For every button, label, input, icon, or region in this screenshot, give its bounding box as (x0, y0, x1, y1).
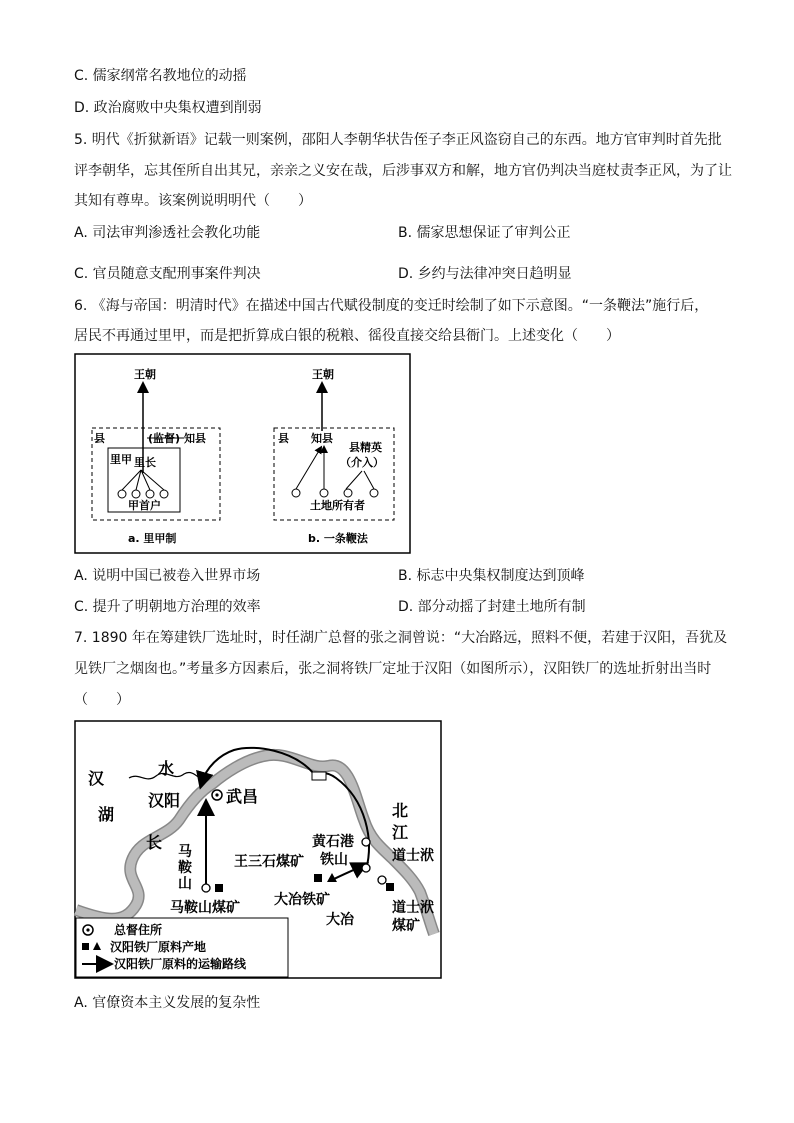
label-an: 鞍 (178, 860, 192, 876)
a-supervise-label: (监督) (148, 432, 181, 445)
q6-stem-line2: 居民不再通过里甲，而是把折算成白银的税粮、徭役直接交给县衙门。上述变化（ ） (74, 328, 620, 344)
legend-residence: 总督住所 (114, 923, 163, 937)
label-bei: 北 (392, 801, 409, 820)
q5-option-d: D. 乡约与法律冲突日趋明显 (398, 266, 572, 282)
b-elite-label: 县精英 (349, 441, 382, 454)
b-owners-label: 土地所有者 (310, 499, 365, 512)
b-caption: b. 一条鞭法 (308, 532, 368, 545)
a-lijia-label: 里甲 (110, 453, 132, 466)
legend-material: 汉阳铁厂原料产地 (110, 940, 207, 954)
a-jiashouhu-label: 甲首户 (128, 499, 161, 512)
label-wuchang: 武昌 (226, 787, 259, 806)
label-hu: 湖 (98, 805, 115, 824)
label-daoshifu: 道士洑 (392, 848, 434, 864)
a-county-label: 县 (94, 432, 105, 445)
q5-option-a: A. 司法审判渗透社会教化功能 (74, 225, 261, 241)
q5-option-b: B. 儒家思想保证了审判公正 (398, 225, 571, 241)
label-shui: 水 (158, 759, 175, 778)
label-shan: 山 (178, 876, 192, 892)
legend-route: 汉阳铁厂原料的运输路线 (114, 957, 247, 971)
q6-option-d: D. 部分动摇了封建土地所有制 (398, 599, 586, 615)
label-jiang: 江 (392, 823, 409, 842)
q5-option-c: C. 官员随意支配刑事案件判决 (74, 266, 261, 282)
b-intervene-label: （介入） (340, 456, 384, 469)
q6-diagram (74, 353, 412, 555)
label-daoshifu-mine-1: 道士洑 (392, 900, 434, 916)
q6-option-a: A. 说明中国已被卷入世界市场 (74, 568, 261, 584)
option-d-prev: D. 政治腐败中央集权遭到削弱 (74, 100, 262, 116)
q7-stem-line1: 7. 1890 年在筹建铁厂选址时，时任湖广总督的张之洞曾说：“大冶路远，照料不便，若建于汉阳，吾犹及 (74, 630, 728, 646)
label-wangsanshi: 王三石煤矿 (234, 854, 304, 870)
q5-stem-line3: 其知有尊卑。该案例说明明代（ ） (74, 193, 312, 209)
option-c-prev: C. 儒家纲常名教地位的动摇 (74, 68, 247, 84)
b-county-label: 县 (278, 432, 289, 445)
label-ma: 马 (178, 844, 192, 860)
q6-stem-line1: 6. 《海与帝国：明清时代》在描述中国古代赋役制度的变迁时绘制了如下示意图。“一条鞭法”施行后， (74, 298, 709, 314)
label-huangshigang: 黄石港 (312, 834, 354, 850)
label-tieshan: 铁山 (320, 852, 348, 868)
q6-option-c: C. 提升了明朝地方治理的效率 (74, 599, 261, 615)
q7-option-a: A. 官僚资本主义发展的复杂性 (74, 995, 261, 1011)
a-lizhang-label: 里长 (134, 456, 156, 469)
b-zhixian-label: 知县 (311, 432, 333, 445)
q5-stem-line2: 评李朝华，忘其侄所自出其兄，亲亲之义安在哉，后涉事双方和解，地方官仍判决当庭杖责李正风，为了让 (74, 163, 732, 179)
q6-option-b: B. 标志中央集权制度达到顶峰 (398, 568, 585, 584)
q7-map (74, 720, 444, 980)
a-zhixian-label: 知县 (184, 432, 206, 445)
label-daye: 大冶 (326, 912, 354, 928)
a-caption: a. 里甲制 (128, 532, 177, 545)
label-daye-iron: 大冶铁矿 (274, 892, 330, 908)
q7-stem-line2: 见铁厂之烟囱也。”考量多方因素后，张之洞将铁厂定址于汉阳（如图所示），汉阳铁厂的选址折射出当时 (74, 661, 712, 677)
q5-stem-line1: 5. 明代《折狱新语》记载一则案例，邵阳人李朝华状告侄子李正风盗窃自己的东西。地方官审判时首先批 (74, 132, 722, 148)
label-chang: 长 (146, 833, 163, 852)
label-mashan-mine: 马鞍山煤矿 (170, 900, 240, 916)
label-han: 汉 (88, 769, 105, 788)
q7-stem-line3: （ ） (74, 692, 130, 708)
label-daoshifu-mine-2: 煤矿 (392, 918, 420, 934)
label-hanyang: 汉阳 (148, 791, 181, 810)
a-dynasty-label: 王朝 (134, 368, 156, 381)
b-dynasty-label: 王朝 (312, 368, 334, 381)
